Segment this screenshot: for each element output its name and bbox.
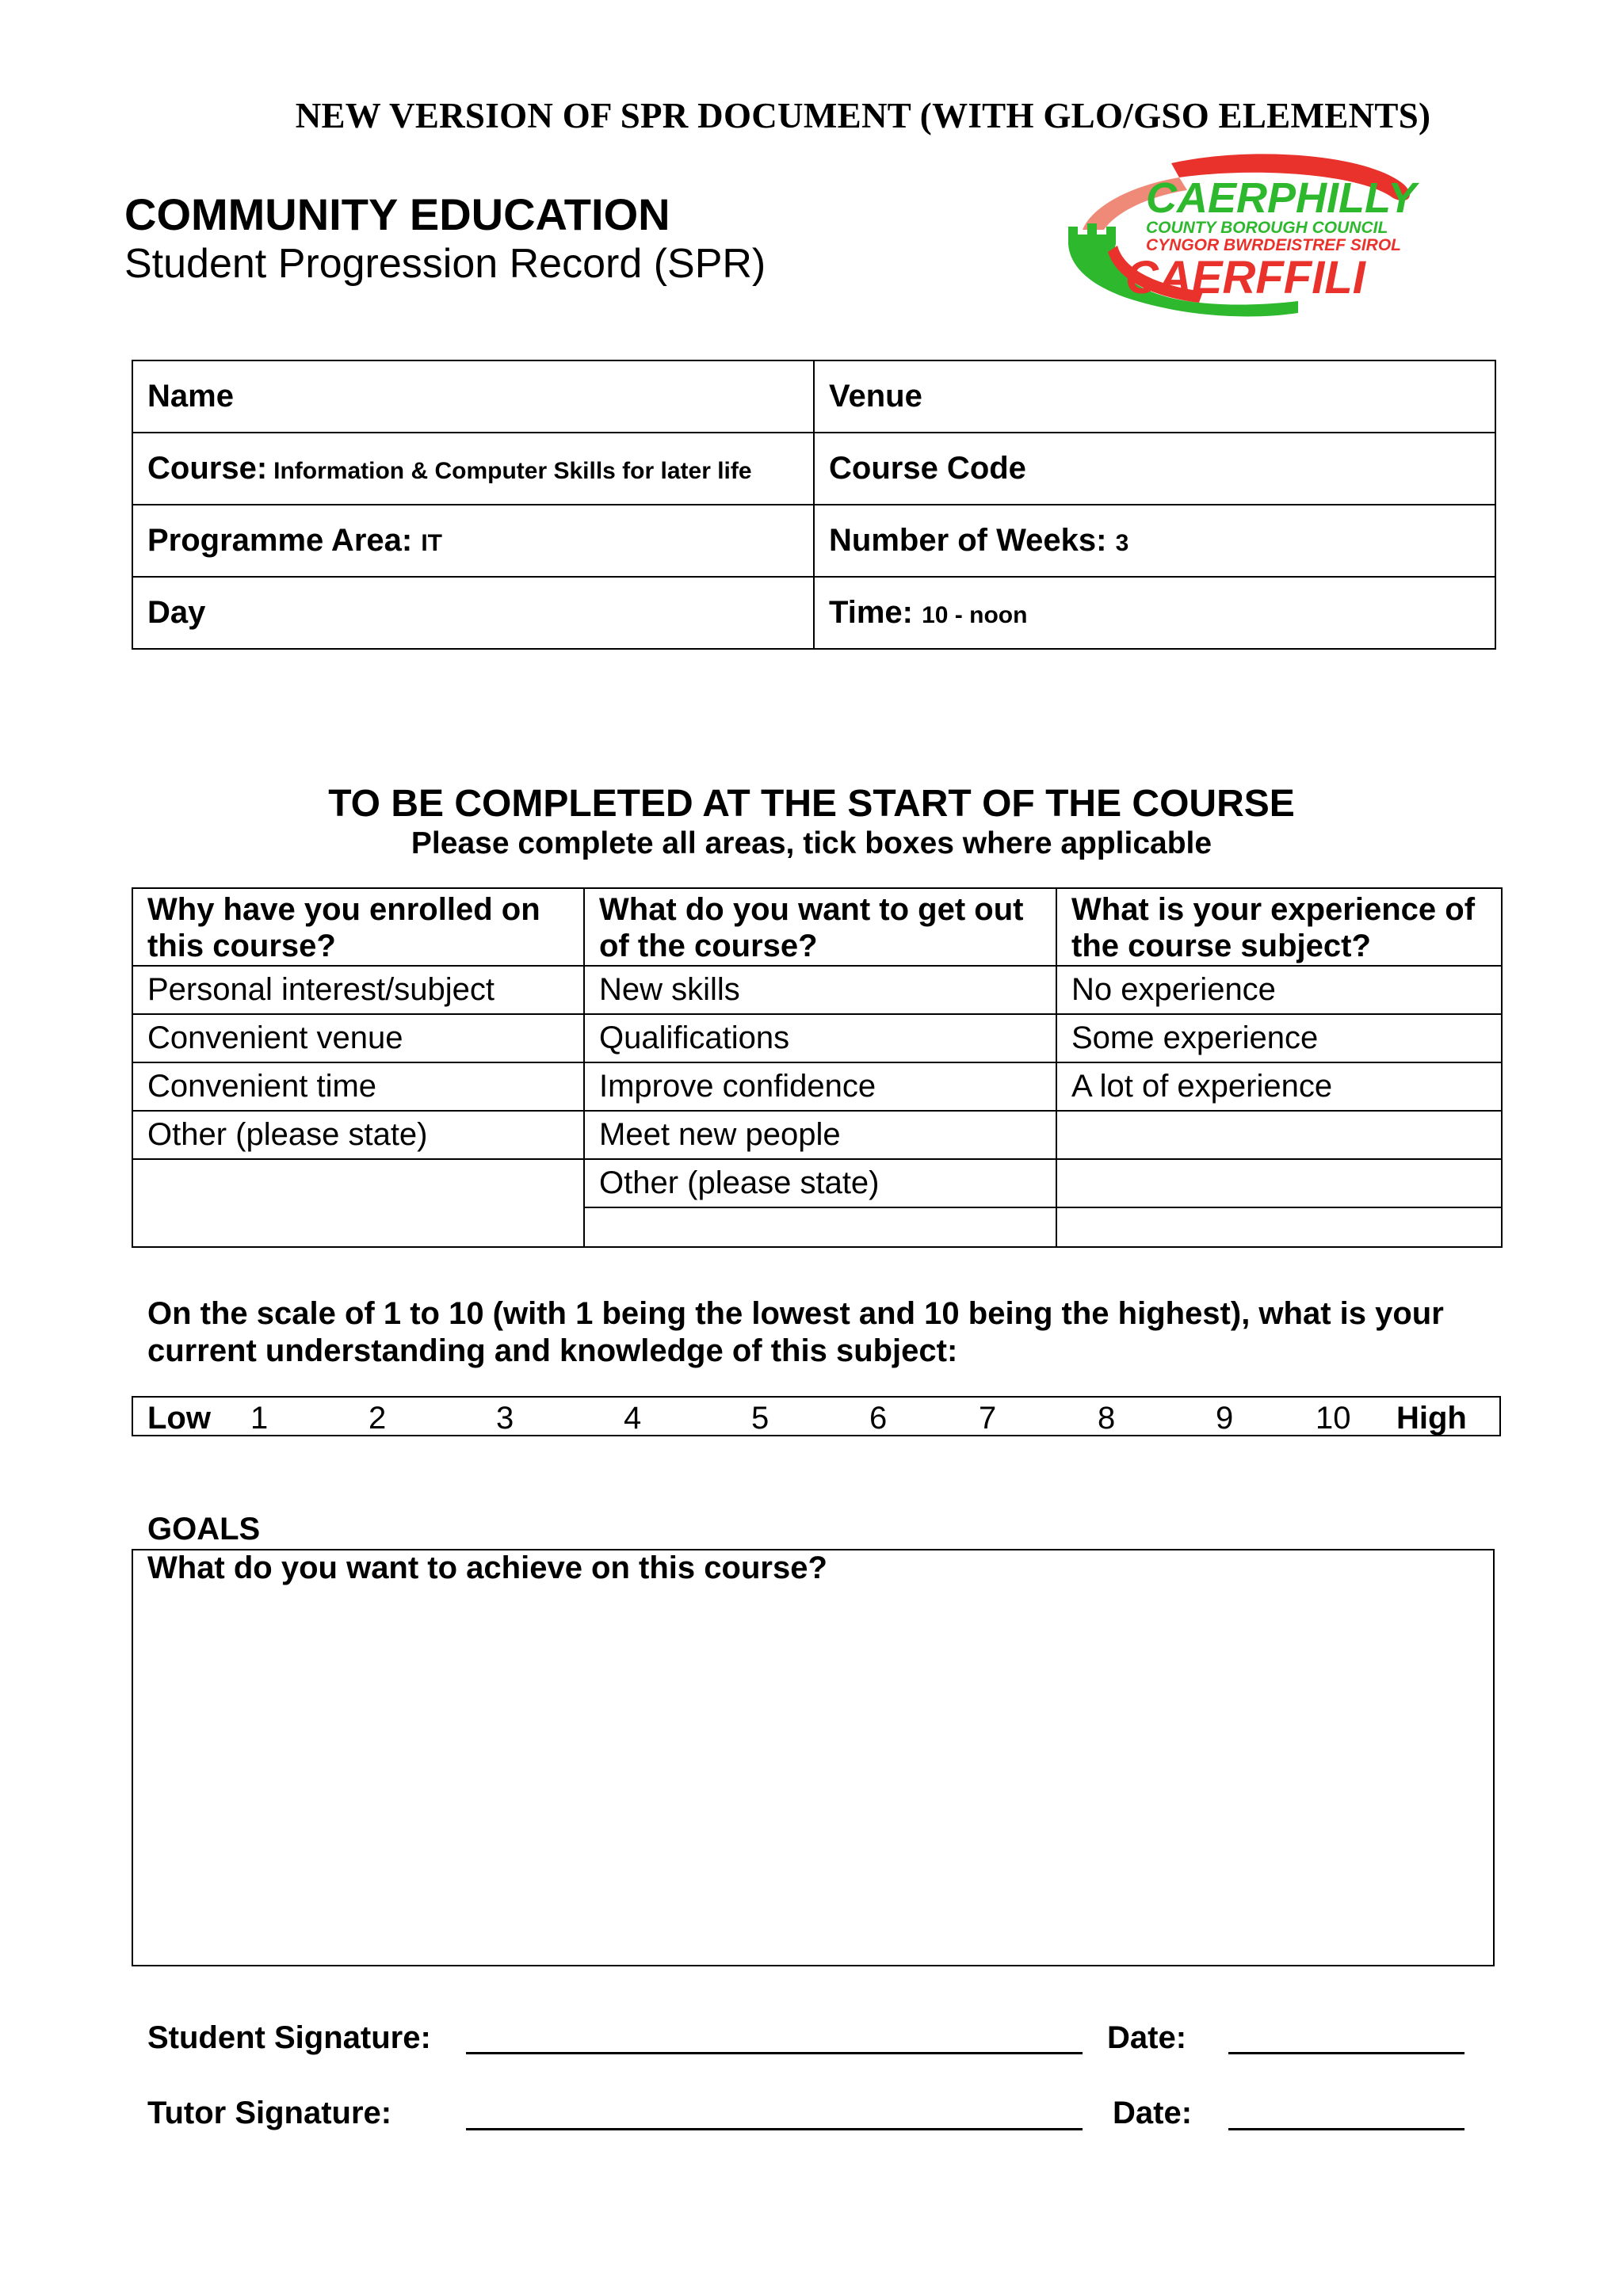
scale-option-5[interactable]: 5: [751, 1401, 769, 1436]
tutor-signature-line[interactable]: [466, 2128, 1083, 2130]
weeks-label: Number of Weeks:: [829, 523, 1107, 558]
header-what-get-out: What do you want to get out of the course?: [584, 888, 1056, 966]
scale-option-2[interactable]: 2: [369, 1401, 387, 1436]
option-personal-interest[interactable]: Personal interest/subject: [132, 966, 584, 1014]
goals-question: What do you want to achieve on this course?: [147, 1550, 827, 1585]
header-why-enrolled: Why have you enrolled on this course?: [132, 888, 584, 966]
empty-cell: [1056, 1207, 1502, 1247]
option-qualifications[interactable]: Qualifications: [584, 1014, 1056, 1062]
scale-option-9[interactable]: 9: [1216, 1401, 1234, 1436]
tutor-date-line[interactable]: [1228, 2128, 1465, 2130]
day-field[interactable]: [132, 577, 814, 649]
council-logo: [1060, 151, 1506, 317]
org-title: COMMUNITY EDUCATION: [124, 189, 670, 239]
logo-line2: COUNTY BOROUGH COUNCIL: [1146, 219, 1388, 237]
option-other-get-out[interactable]: Other (please state): [584, 1159, 1056, 1207]
time-value: 10 - noon: [922, 602, 1028, 628]
course-code-label: Course Code: [829, 451, 1026, 486]
venue-field[interactable]: [814, 360, 1495, 433]
goals-textarea[interactable]: [132, 1549, 1495, 1966]
course-field[interactable]: [132, 433, 814, 505]
weeks-field[interactable]: [814, 505, 1495, 577]
empty-cell: [1056, 1159, 1502, 1207]
header-experience: What is your experience of the course subject?: [1056, 888, 1502, 966]
name-field[interactable]: [132, 360, 814, 433]
student-date-label: Date:: [1107, 2020, 1187, 2055]
programme-label: Programme Area:: [147, 523, 413, 558]
option-lot-of-experience[interactable]: A lot of experience: [1056, 1062, 1502, 1111]
option-convenient-time[interactable]: Convenient time: [132, 1062, 584, 1111]
option-improve-confidence[interactable]: Improve confidence: [584, 1062, 1056, 1111]
weeks-value: 3: [1115, 530, 1129, 556]
scale-high-label: High: [1396, 1401, 1467, 1436]
other-why-input[interactable]: [132, 1159, 584, 1247]
goals-label: GOALS: [147, 1512, 261, 1547]
logo-line1: CAERPHILLY: [1146, 174, 1417, 222]
time-field[interactable]: [814, 577, 1495, 649]
section-title: TO BE COMPLETED AT THE START OF THE COURSE: [328, 783, 1295, 825]
programme-value: IT: [421, 530, 442, 556]
council-logo-graphic: [1060, 151, 1506, 317]
day-label: Day: [147, 595, 206, 630]
enrolment-questions-table: [132, 887, 1503, 1248]
name-label: Name: [147, 379, 234, 414]
scale-option-4[interactable]: 4: [624, 1401, 642, 1436]
logo-line3: CYNGOR BWRDEISTREF SIROL: [1146, 236, 1402, 254]
option-convenient-venue[interactable]: Convenient venue: [132, 1014, 584, 1062]
scale-option-1[interactable]: 1: [250, 1401, 269, 1436]
student-signature-line[interactable]: [466, 2052, 1083, 2054]
scale-option-10[interactable]: 10: [1316, 1401, 1351, 1436]
scale-option-7[interactable]: 7: [979, 1401, 997, 1436]
option-no-experience[interactable]: No experience: [1056, 966, 1502, 1014]
scale-question: On the scale of 1 to 10 (with 1 being the lowest and 10 being the highest), what is your current understanding and knowledge of this subject:: [147, 1296, 1444, 1368]
scale-option-8[interactable]: 8: [1098, 1401, 1116, 1436]
venue-label: Venue: [829, 379, 922, 414]
knowledge-scale: [132, 1396, 1501, 1436]
option-other-why[interactable]: Other (please state): [132, 1111, 584, 1159]
scale-option-3[interactable]: 3: [496, 1401, 514, 1436]
scale-option-6[interactable]: 6: [869, 1401, 888, 1436]
course-value: Information & Computer Skills for later life: [273, 458, 752, 484]
course-code-field[interactable]: [814, 433, 1495, 505]
programme-area-field[interactable]: [132, 505, 814, 577]
tutor-signature-label: Tutor Signature:: [147, 2096, 392, 2130]
option-meet-people[interactable]: Meet new people: [584, 1111, 1056, 1159]
student-date-line[interactable]: [1228, 2052, 1465, 2054]
logo-line4: CAERFFILI: [1125, 252, 1365, 303]
course-label: Course:: [147, 451, 268, 486]
student-info-table: [132, 360, 1496, 650]
option-new-skills[interactable]: New skills: [584, 966, 1056, 1014]
tutor-date-label: Date:: [1113, 2096, 1193, 2130]
section-subtitle: Please complete all areas, tick boxes where applicable: [411, 826, 1212, 860]
empty-cell: [1056, 1111, 1502, 1159]
document-header: NEW VERSION OF SPR DOCUMENT (WITH GLO/GSO ELEMENTS): [295, 96, 1431, 135]
time-label: Time:: [829, 595, 913, 630]
org-subtitle: Student Progression Record (SPR): [124, 241, 766, 287]
option-some-experience[interactable]: Some experience: [1056, 1014, 1502, 1062]
other-get-out-input[interactable]: [584, 1207, 1056, 1247]
scale-low-label: Low: [147, 1401, 211, 1436]
student-signature-label: Student Signature:: [147, 2020, 431, 2055]
